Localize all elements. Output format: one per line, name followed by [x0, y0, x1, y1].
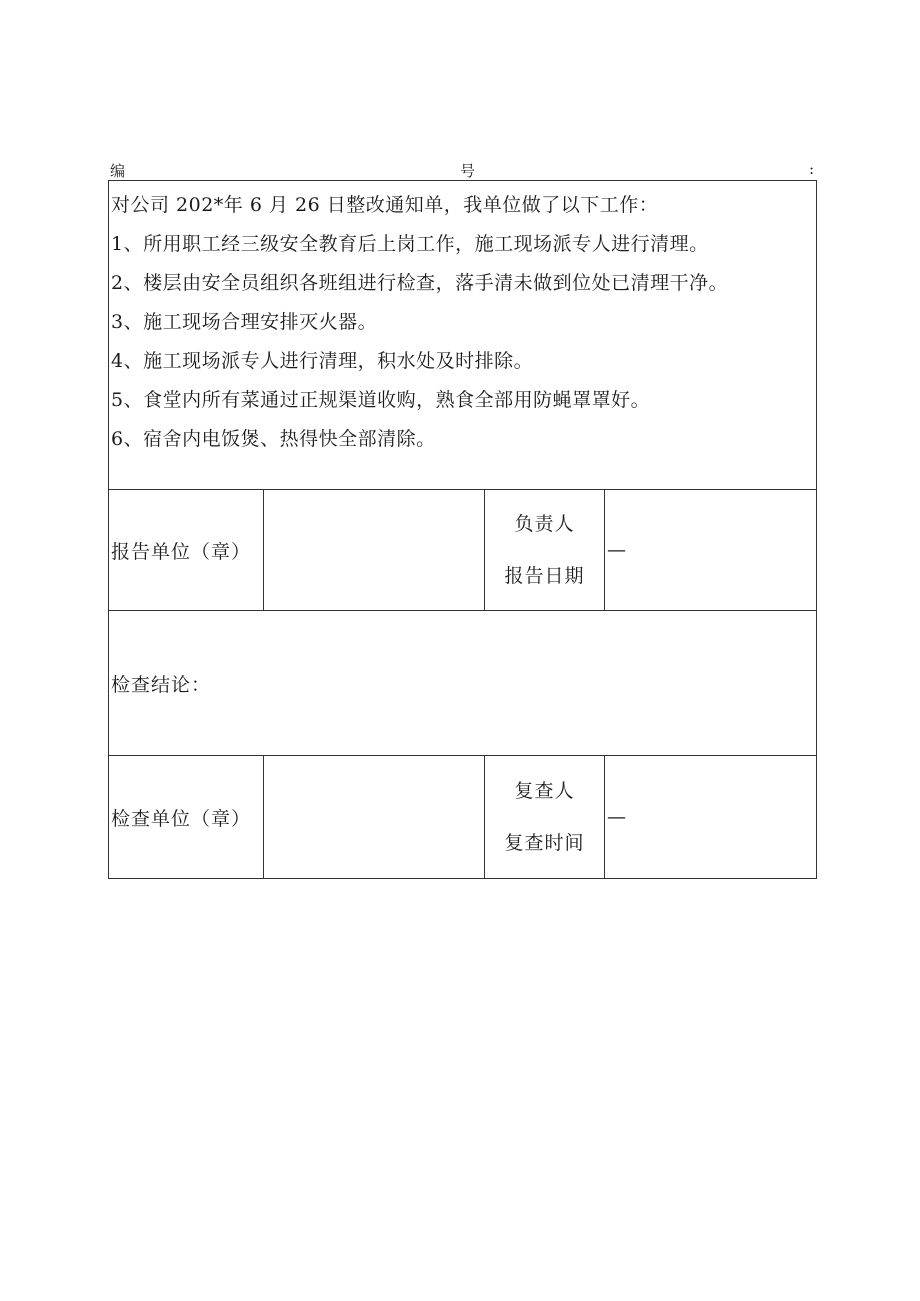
check-unit-label: 检查单位（章）	[109, 756, 264, 879]
report-unit-label: 报告单位（章）	[109, 490, 264, 611]
content-item-4: 4、施工现场派专人进行清理，积水处及时排除。	[111, 350, 534, 372]
review-time-label: 复查时间	[504, 832, 585, 854]
responsible-person-label: 负责人	[514, 513, 575, 535]
content-item-5: 5、食堂内所有菜通过正规渠道收购，熟食全部用防蝇罩罩好。	[111, 389, 651, 411]
check-meta-labels	[485, 756, 605, 879]
rectification-content	[109, 181, 817, 490]
number-label-middle: 号	[460, 162, 476, 180]
content-item-2: 2、楼层由安全员组织各班组进行检查，落手清未做到位处已清理干净。	[111, 272, 729, 294]
content-intro: 对公司 202*年 6 月 26 日整改通知单，我单位做了以下工作：	[111, 194, 659, 216]
content-item-1: 1、所用职工经三级安全教育后上岗工作，施工现场派专人进行清理。	[111, 233, 709, 255]
number-label-left: 编	[110, 162, 126, 180]
report-row	[109, 490, 817, 611]
reviewer-label: 复查人	[514, 780, 575, 802]
report-meta-labels	[485, 490, 605, 611]
content-row	[109, 181, 817, 490]
check-meta-value: —	[605, 756, 817, 879]
document-number-line	[108, 160, 816, 180]
content-item-6: 6、宿舍内电饭煲、热得快全部清除。	[111, 428, 436, 450]
report-date-label: 报告日期	[504, 565, 585, 587]
number-label-colon: :	[808, 160, 814, 178]
inspection-conclusion: 检查结论：	[109, 611, 817, 756]
rectification-report-form	[108, 180, 817, 879]
conclusion-row	[109, 611, 817, 756]
content-item-3: 3、施工现场合理安排灭火器。	[111, 311, 378, 333]
check-unit-value	[264, 756, 485, 879]
report-unit-value	[264, 490, 485, 611]
report-meta-value: —	[605, 490, 817, 611]
check-row	[109, 756, 817, 879]
